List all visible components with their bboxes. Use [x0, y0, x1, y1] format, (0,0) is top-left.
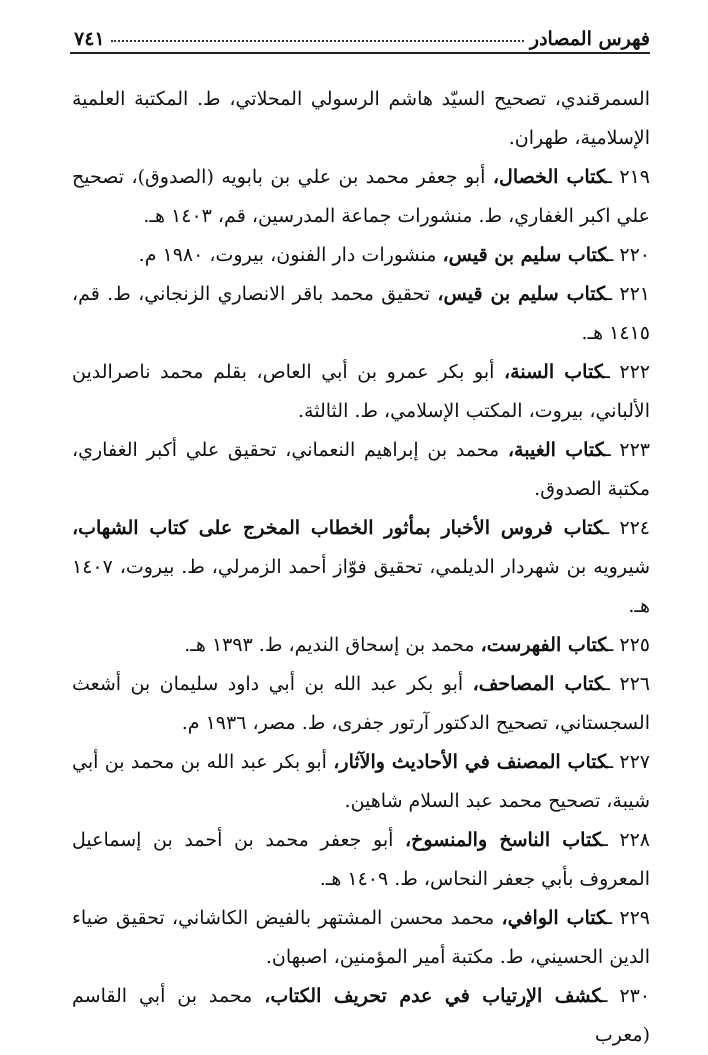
bibliography-entry-219	[72, 158, 650, 236]
entry-text: أبو بكر عمرو بن أبي العاص، بقلم محمد ناصرالدين الألباني، بيروت، المكتب الإسلامي، ط. الثالثة.	[72, 361, 650, 422]
entry-dash: ـ	[604, 361, 620, 383]
bibliography-list	[72, 80, 650, 1055]
entry-number: ٢٣٠	[619, 985, 650, 1007]
entry-text: شيرويه بن شهردار الديلمي، تحقيق فوّاز أحمد الزمرلي، ط. بيروت، ١٤٠٧ هـ.	[72, 556, 650, 617]
entry-dash: ـ	[607, 751, 620, 773]
entry-number: ٢٢١	[619, 283, 650, 305]
entry-number: ٢٢٧	[619, 751, 650, 773]
entry-dash: ـ	[602, 829, 620, 851]
bibliography-entry-220	[72, 236, 650, 275]
entry-dash: ـ	[606, 166, 620, 188]
header-title: فهرس المصادر	[529, 28, 650, 50]
entry-dash: ـ	[606, 283, 620, 305]
entry-text: أبو جعفر محمد بن أحمد بن إسماعيل المعروف بأبي جعفر النحاس، ط. ١٤٠٩ هـ.	[72, 829, 650, 890]
bibliography-entry-228	[72, 821, 650, 899]
entry-text: أبو جعفر محمد بن علي بن بابويه (الصدوق)، تصحيح علي اكبر الغفاري، ط. منشورات جماعة المدرسين، قم، ١٤٠٣ هـ.	[72, 166, 650, 227]
page-number: ٧٤١	[74, 28, 105, 50]
entry-title: كتاب الخصال،	[492, 166, 607, 188]
entry-title: كتاب السنة،	[504, 361, 605, 383]
entry-text: محمد بن إسحاق النديم، ط. ١٣٩٣ هـ.	[184, 634, 481, 656]
entry-title: كتاب سليم بن قيس،	[437, 283, 607, 305]
entry-text: محمد محسن المشتهر بالفيض الكاشاني، تحقيق ضياء الدين الحسيني، ط. مكتبة أمير المؤمنين، اصبهان.	[72, 907, 650, 968]
entry-text: تحقيق محمد باقر الانصاري الزنجاني، ط. قم، ١٤١٥ هـ.	[72, 283, 650, 344]
bibliography-entry-226	[72, 665, 650, 743]
entry-text: أبو بكر عبد الله بن محمد بن أبي شيبة، تصحيح محمد عبد السلام شاهين.	[72, 751, 650, 812]
entry-text: محمد بن إبراهيم النعماني، تحقيق علي أكبر الغفاري، مكتبة الصدوق.	[72, 439, 650, 500]
bibliography-entry-222	[72, 353, 650, 431]
entry-text: منشورات دار الفنون، بيروت، ١٩٨٠ م.	[138, 244, 443, 266]
entry-title: كتاب المصاحف،	[472, 673, 605, 695]
entry-dash: ـ	[603, 517, 620, 539]
entry-title: كتاب المصنف في الأحاديث والآثار،	[333, 751, 608, 773]
entry-dash: ـ	[606, 907, 620, 929]
entry-dash: ـ	[607, 244, 620, 266]
entry-number: ٢٢٣	[619, 439, 650, 461]
bibliography-entry-230	[72, 977, 650, 1055]
bibliography-entry-227	[72, 743, 650, 821]
entry-number: ٢١٩	[619, 166, 651, 188]
entry-number: ٢٢٨	[619, 829, 651, 851]
entry-dash: ـ	[604, 673, 620, 695]
header-rule	[70, 52, 650, 54]
entry-number: ٢٢٤	[619, 517, 650, 539]
entry-title: كتاب الوافي،	[501, 907, 607, 929]
entry-title: كتاب سليم بن قيس،	[442, 244, 608, 266]
entry-title: كتاب الفهرست،	[480, 634, 608, 656]
entry-title: كشف الإرتياب في عدم تحريف الكتاب،	[264, 985, 602, 1007]
entry-number: ٢٢٩	[619, 907, 650, 929]
entry-title: كتاب فروس الأخبار بمأثور الخطاب المخرج على كتاب الشهاب،	[72, 517, 604, 539]
bibliography-entry-223	[72, 431, 650, 509]
header-dot-leader	[111, 40, 524, 42]
bibliography-entry-continuation	[72, 80, 650, 158]
entry-dash: ـ	[607, 634, 620, 656]
bibliography-entry-225	[72, 626, 650, 665]
entry-title: كتاب الغيبة،	[507, 439, 606, 461]
entry-dash: ـ	[605, 439, 620, 461]
entry-title: كتاب الناسخ والمنسوخ،	[405, 829, 603, 851]
entry-number: ٢٢٢	[619, 361, 650, 383]
bibliography-entry-229	[72, 899, 650, 977]
bibliography-entry-224	[72, 509, 650, 626]
entry-number: ٢٢٥	[619, 634, 650, 656]
running-header	[74, 20, 650, 50]
entry-number: ٢٢٦	[619, 673, 650, 695]
entry-text: أبو بكر عبد الله بن أبي داود سليمان بن أشعث السجستاني، تصحيح الدكتور آرتور جفرى، ط. مصر، ١٩٣٦ م.	[72, 673, 650, 734]
entry-text: محمد بن أبي القاسم (معرب	[72, 985, 650, 1046]
entry-text: السمرقندي، تصحيح السيّد هاشم الرسولي المحلاتي، ط. المكتبة العلمية الإسلامية، طهران.	[72, 88, 650, 149]
bibliography-entry-221	[72, 275, 650, 353]
entry-dash: ـ	[601, 985, 620, 1007]
entry-number: ٢٢٠	[619, 244, 650, 266]
